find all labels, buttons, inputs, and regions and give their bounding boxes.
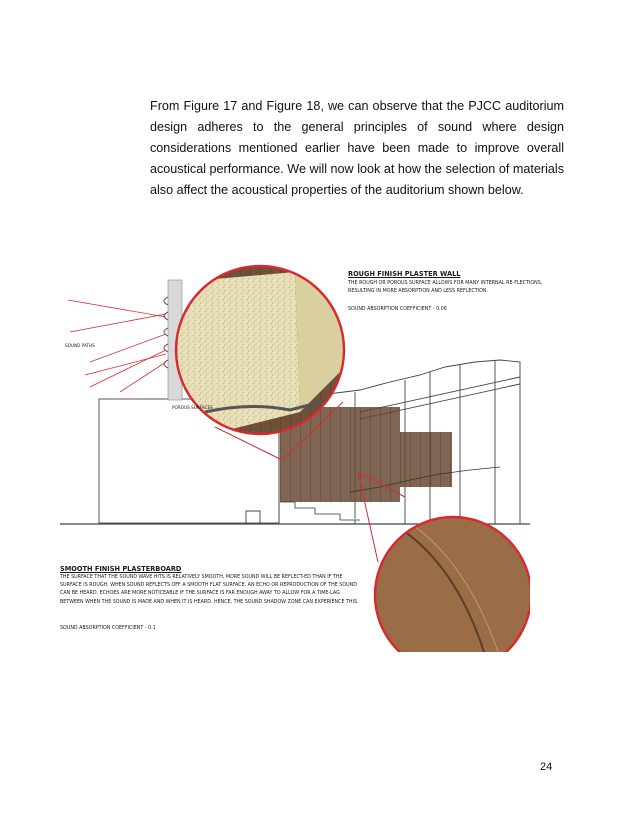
rough-absorption-coefficient: SOUND ABSORPTION COEFFICIENT - 0.06 bbox=[348, 307, 447, 312]
sound-paths-label: SOUND PATHS bbox=[65, 343, 95, 348]
smooth-absorption-coefficient: SOUND ABSORPTION COEFFICIENT - 0.1 bbox=[60, 626, 156, 631]
rough-finish-title: ROUGH FINISH PLASTER WALL bbox=[348, 270, 461, 278]
body-paragraph: From Figure 17 and Figure 18, we can observe that the PJCC auditorium design adheres to the general principles of sound where design considerations mentioned earlier have been made to improve overall acoustical performance. We will now look at how the selection of materials also affect the acoustical properties of the auditorium shown below. bbox=[150, 99, 564, 197]
rough-finish-description: THE ROUGH OR POROUS SURFACE ALLOWS FOR MANY INTERNAL RE-FLECTIONS, RESULTING IN MORE ABSORPTION AND LESS REFLECTION. bbox=[348, 281, 543, 294]
porous-surfaces-label: POROUS SURFACES bbox=[172, 405, 213, 410]
auditorium-acoustics-figure bbox=[60, 262, 543, 652]
smooth-finish-title: SMOOTH FINISH PLASTERBOARD bbox=[60, 565, 182, 573]
page-number: 24 bbox=[540, 761, 553, 773]
smooth-finish-description: THE SURFACE THAT THE SOUND WAVE HITS IS RELATIVELY SMOOTH, MORE SOUND WILL BE REFLECT-ED THAN IF THE SURFACE IS ROUGH. WHEN SOUND REFLECTS OFF A SMOOTH FLAT SURFACE, AN ECHO OR REPRODUCTION OF THE SOUND CAN BE HEARD. ECHOES ARE MORE NOTICEABLE IF THE SURFACE IS FAR ENOUGH AWAY TO ALLOW FOR A TIME-LAG BETWEEN WHEN THE SOUND IS MADE AND WHEN IT IS HEARD. HENCE, THE SOUND SHADOW ZONE CAN EXPERIENCE THIS. bbox=[60, 575, 359, 605]
